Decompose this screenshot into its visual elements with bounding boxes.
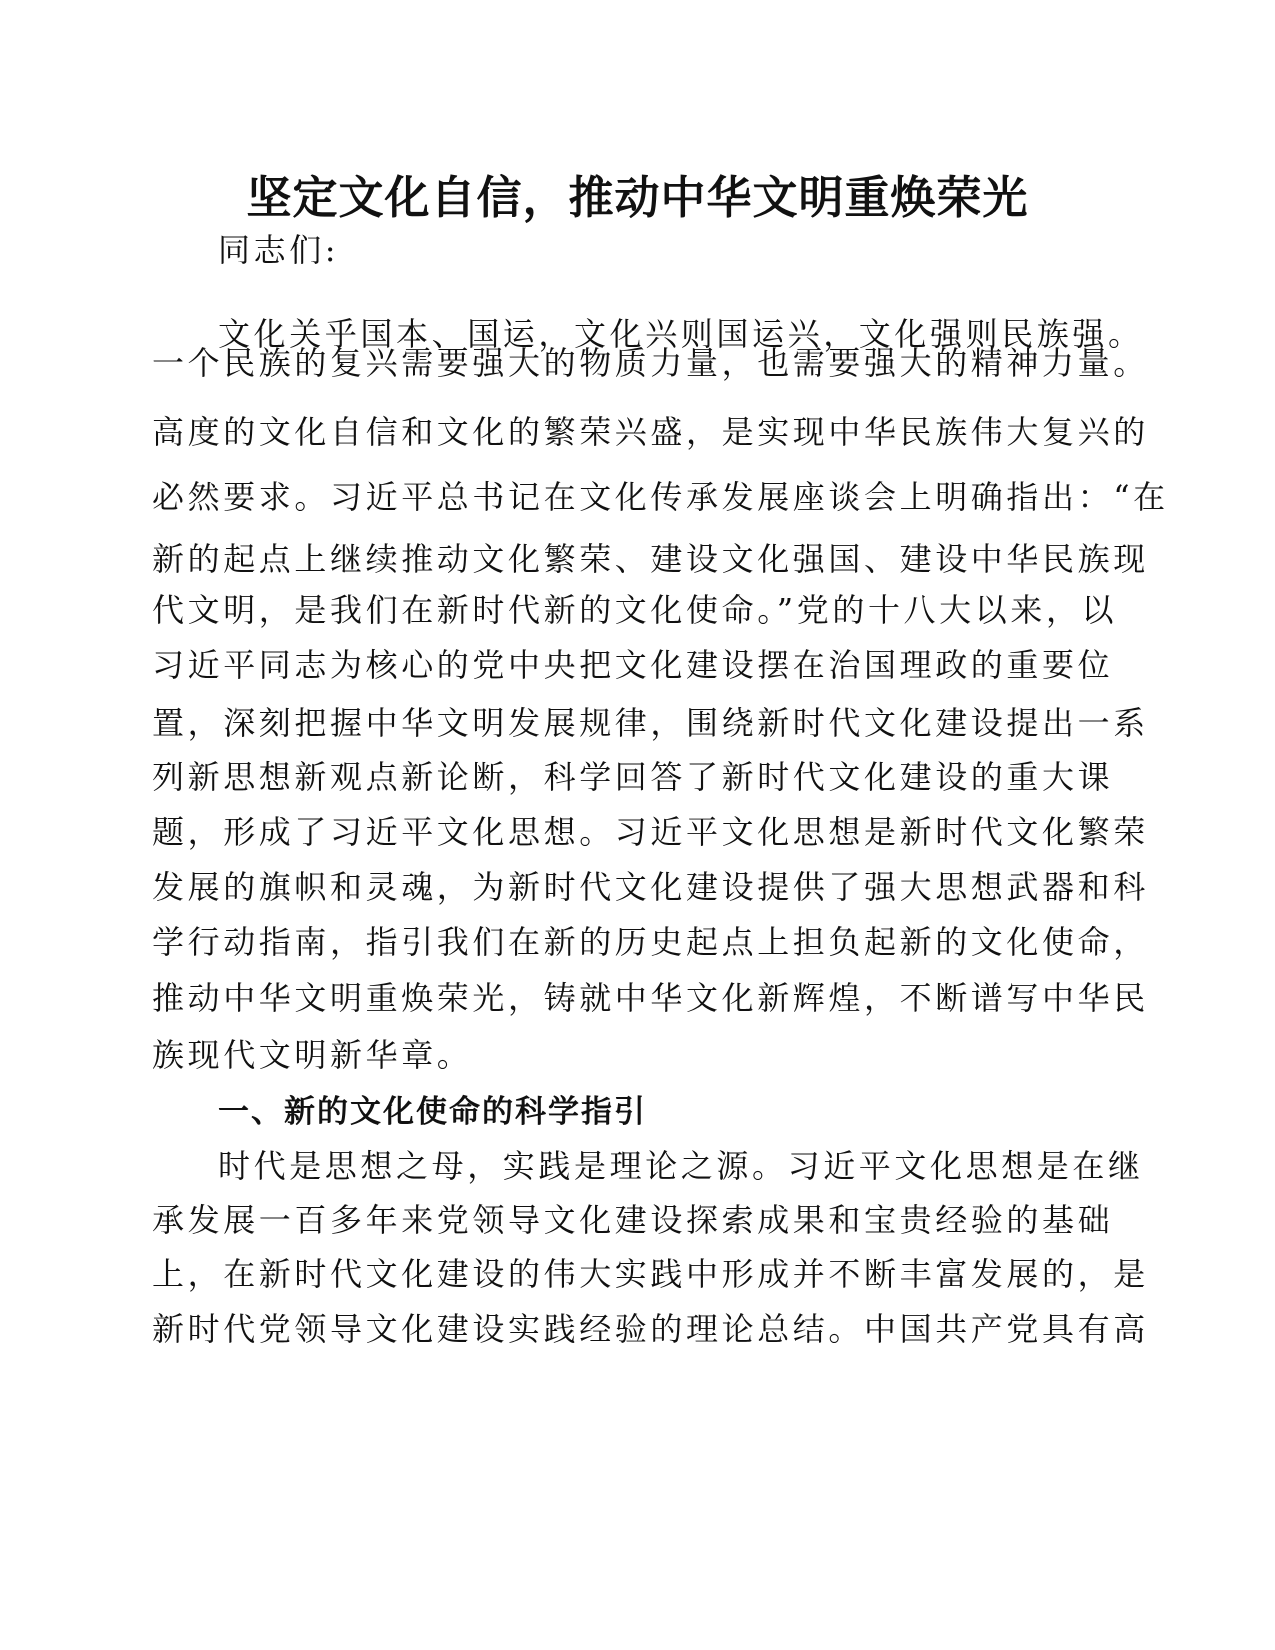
paragraph-line: 列新思想新观点新论断，科学回答了新时代文化建设的重大课 [152, 758, 1114, 796]
paragraph-line: 发展的旗帜和灵魂，为新时代文化建设提供了强大思想武器和科 [152, 868, 1149, 906]
paragraph-line: 学行动指南，指引我们在新的历史起点上担负起新的文化使命， [152, 923, 1149, 961]
paragraph-line: 上，在新时代文化建设的伟大实践中形成并不断丰富发展的，是 [152, 1255, 1149, 1293]
document-title: 坚定文化自信，推动中华文明重焕荣光 [246, 171, 1029, 224]
paragraph-line: 代文明，是我们在新时代新的文化使命。”党的十八大以来，以 [152, 591, 1118, 629]
paragraph-line: 文化关乎国本、国运，文化兴则国运兴，文化强则民族强。 [218, 315, 1144, 353]
paragraph-line: 承发展一百多年来党领导文化建设探索成果和宝贵经验的基础 [152, 1201, 1114, 1239]
paragraph-line: 必然要求。习近平总书记在文化传承发展座谈会上明确指出：“在 [152, 478, 1169, 516]
paragraph-line: 新的起点上继续推动文化繁荣、建设文化强国、建设中华民族现 [152, 540, 1149, 578]
paragraph-line: 族现代文明新华章。 [152, 1036, 473, 1074]
section-heading: 一、新的文化使命的科学指引 [218, 1094, 647, 1130]
paragraph-line: 时代是思想之母，实践是理论之源。习近平文化思想是在继 [218, 1147, 1144, 1185]
paragraph-line: 习近平同志为核心的党中央把文化建设摆在治国理政的重要位 [152, 646, 1114, 684]
paragraph-line: 置，深刻把握中华文明发展规律，围绕新时代文化建设提出一系 [152, 704, 1149, 742]
paragraph-line: 新时代党领导文化建设实践经验的理论总结。中国共产党具有高 [152, 1310, 1149, 1348]
paragraph-line: 题，形成了习近平文化思想。习近平文化思想是新时代文化繁荣 [152, 813, 1149, 851]
salutation: 同志们: [218, 231, 340, 269]
paragraph-line: 高度的文化自信和文化的繁荣兴盛，是实现中华民族伟大复兴的 [152, 413, 1149, 451]
paragraph-line: 一个民族的复兴需要强大的物质力量，也需要强大的精神力量。 [152, 344, 1149, 382]
paragraph-line: 推动中华文明重焕荣光，铸就中华文化新辉煌，不断谱写中华民 [152, 979, 1149, 1017]
